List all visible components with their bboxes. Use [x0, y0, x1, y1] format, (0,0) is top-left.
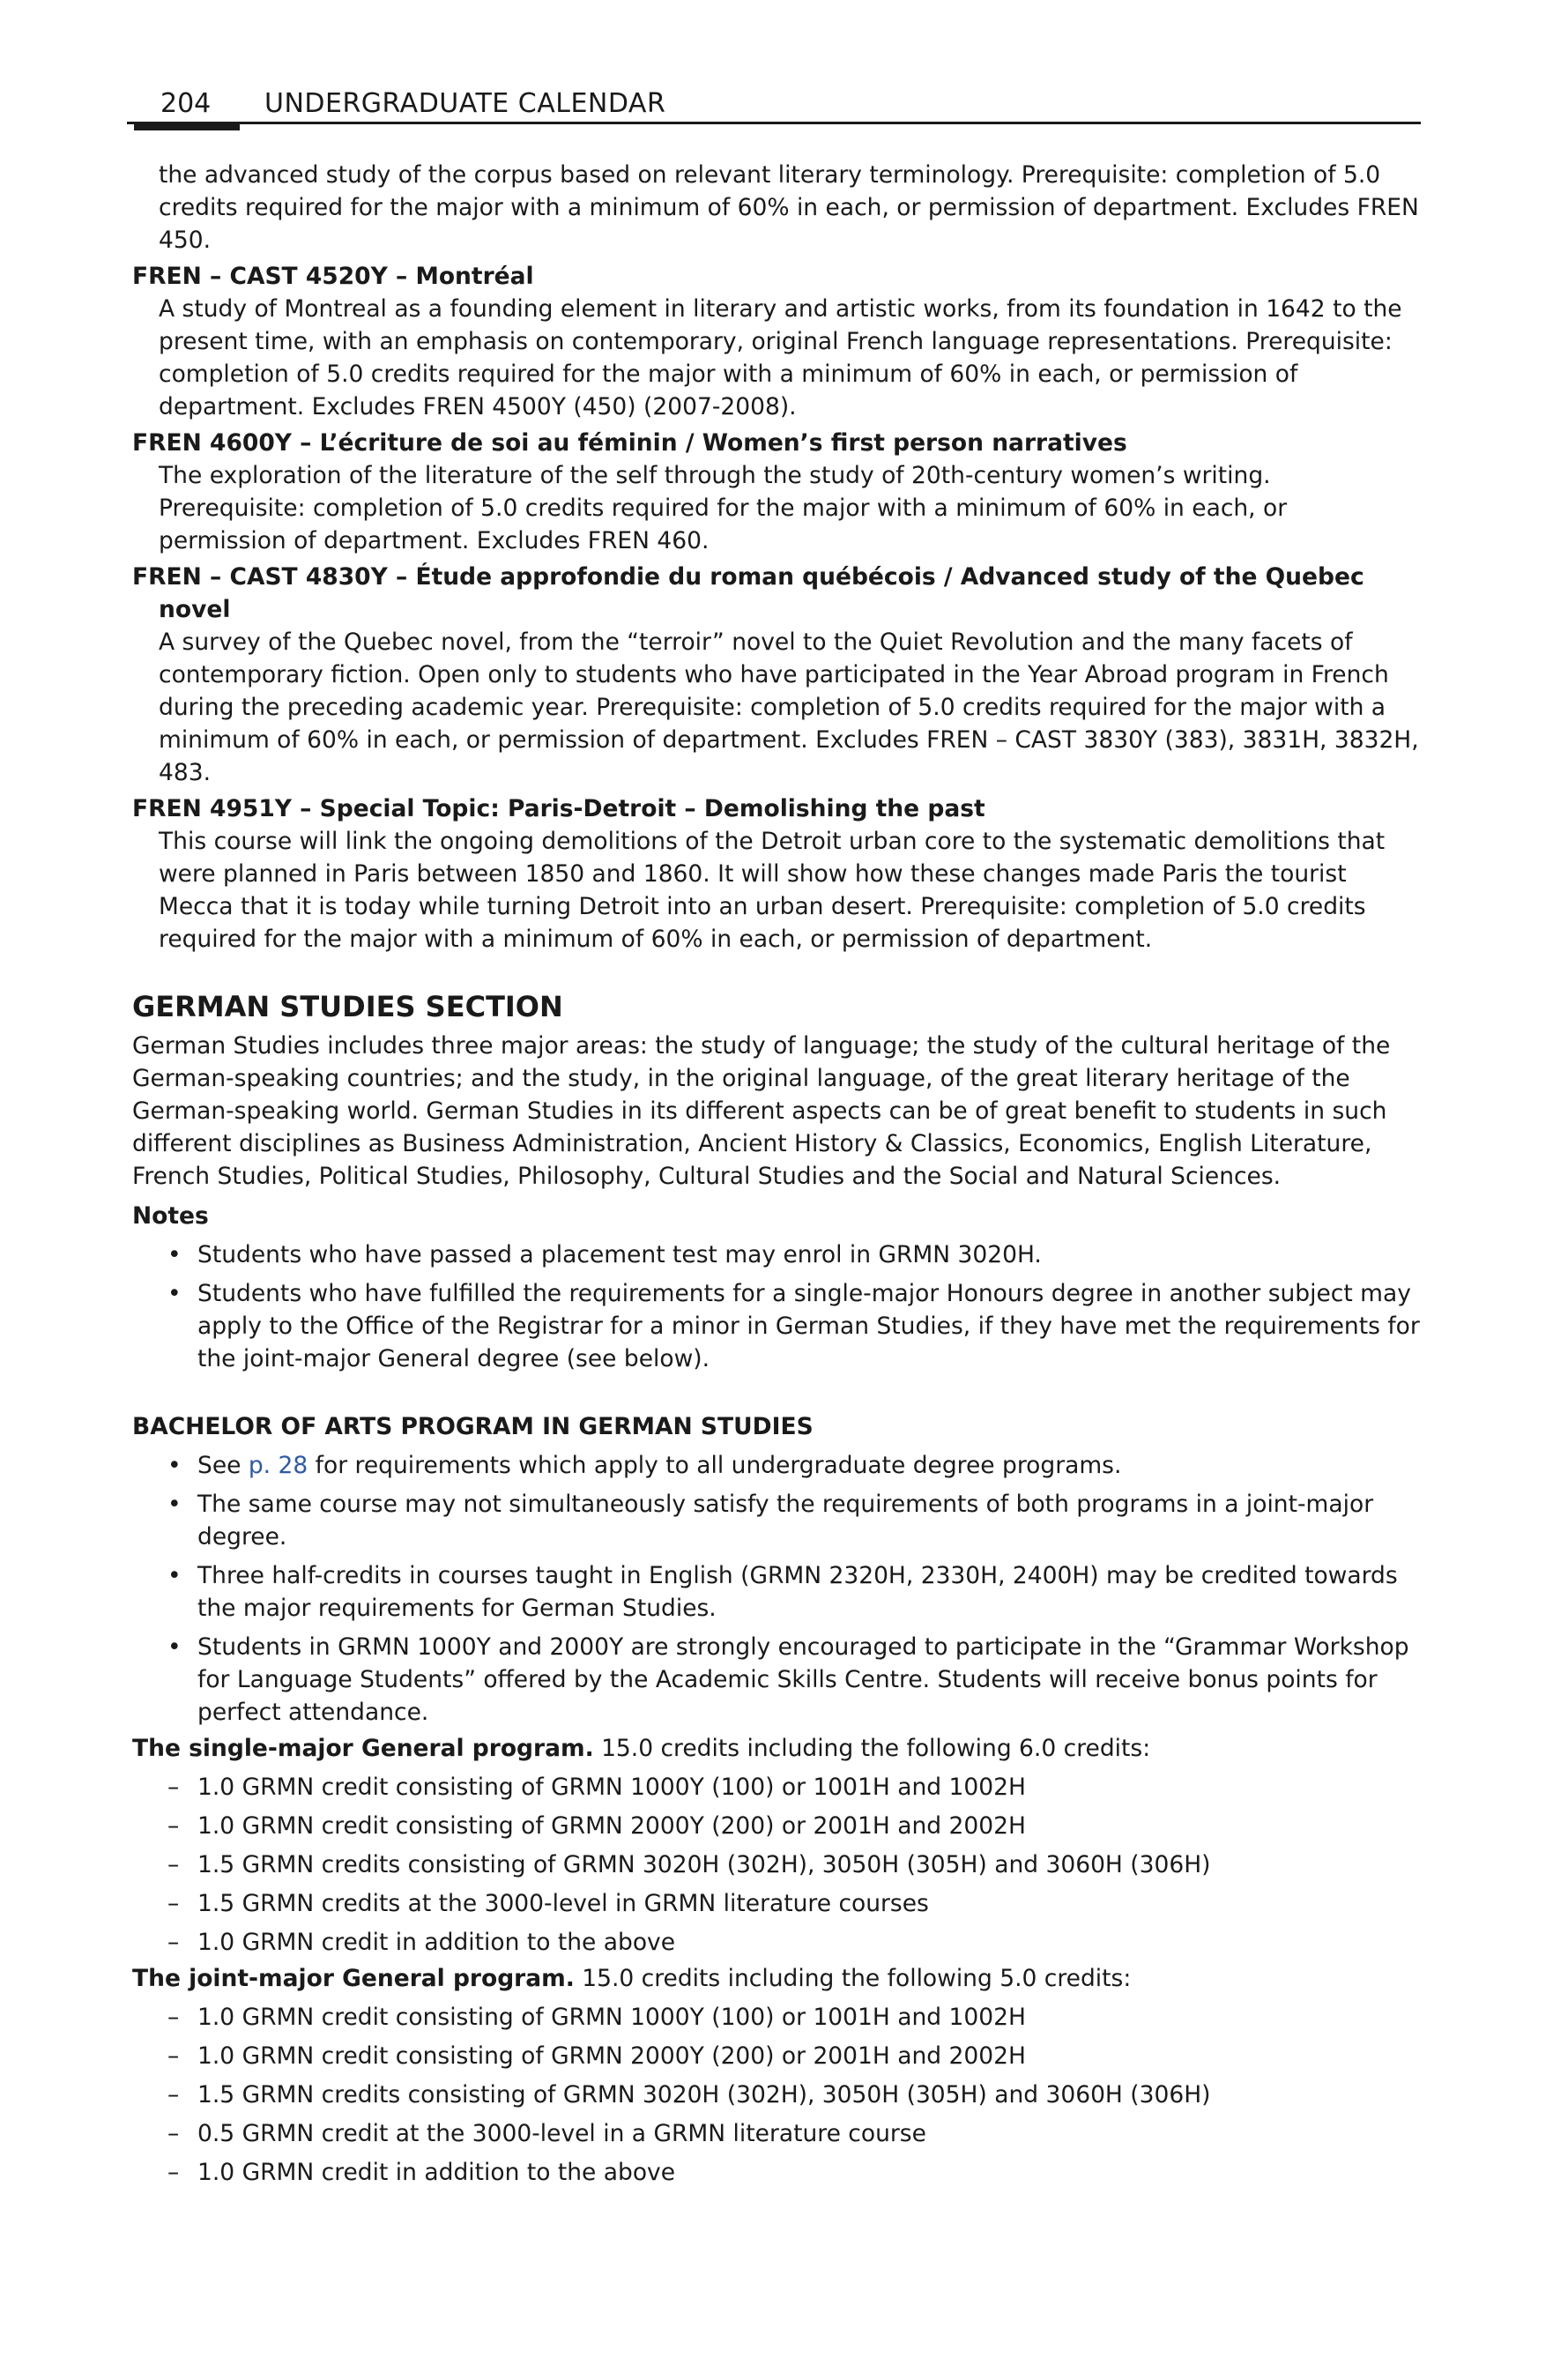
- list-item: [132, 1810, 1421, 1842]
- list-item: [132, 1771, 1421, 1804]
- requirement-text: 1.0 GRMN credit in addition to the above: [197, 2159, 676, 2186]
- dash-marker: –: [167, 1890, 180, 1917]
- header-tab-bar: [134, 122, 240, 130]
- section-heading: GERMAN STUDIES SECTION: [132, 990, 563, 1023]
- requirement-text: 1.5 GRMN credits consisting of GRMN 3020H (302H), 3050H (305H) and 3060H (306H): [197, 2081, 1211, 2109]
- program-requirement: [132, 1732, 1421, 1765]
- running-title: UNDERGRADUATE CALENDAR: [264, 88, 666, 119]
- requirement-text: 0.5 GRMN credit at the 3000-level in a GRMN literature course: [197, 2120, 926, 2147]
- list-item: [132, 1559, 1421, 1625]
- requirement-text: 1.0 GRMN credit consisting of GRMN 2000Y (200) or 2001H and 2002H: [197, 2042, 1026, 2070]
- program-text: 15.0 credits including the following 5.0 credits:: [574, 1965, 1132, 1992]
- list-item: [132, 2117, 1421, 2150]
- bullet-marker: •: [167, 1241, 182, 1268]
- page-header: [127, 83, 1421, 136]
- dash-marker: –: [167, 1812, 180, 1840]
- list-item: [132, 2079, 1421, 2111]
- list-item: [132, 2040, 1421, 2072]
- continued-description: the advanced study of the corpus based on relevant literary terminology. Prerequisite: completion of 5.0 credits required for the major with a minimum of 60% in each, or permission of department. Excludes FREN 450.: [159, 161, 1419, 254]
- note-text: Students who have fulfilled the requirements for a single-major Honours degree in another subject may apply to the Office of the Registrar for a minor in German Studies, if they have met the requirements for the joint-major General degree (see below).: [197, 1280, 1420, 1372]
- bullet-text: Three half-credits in courses taught in English (GRMN 2320H, 2330H, 2400H) may be credited towards the major requirements for German Studies.: [197, 1562, 1398, 1622]
- page-reference-link[interactable]: p. 28: [248, 1452, 308, 1479]
- requirement-text: 1.5 GRMN credits at the 3000-level in GRMN literature courses: [197, 1890, 929, 1917]
- requirement-text: 1.5 GRMN credits consisting of GRMN 3020H (302H), 3050H (305H) and 3060H (306H): [197, 1851, 1211, 1878]
- course-description: The exploration of the literature of the self through the study of 20th-century women’s writing. Prerequisite: completion of 5.0 credits required for the major with a minimum of 60% in each, or permission of department. Excludes FREN 460.: [159, 462, 1288, 554]
- dash-marker: –: [167, 1851, 180, 1878]
- list-item: [132, 1848, 1421, 1881]
- bullet-marker: •: [167, 1633, 182, 1661]
- bullet-marker: •: [167, 1491, 182, 1518]
- course-description: A study of Montreal as a founding element in literary and artistic works, from its foundation in 1642 to the present time, with an emphasis on contemporary, original French language representations. Prerequisite: completion of 5.0 credits required for the major with a minimum of 60% in each, or permission of department. Excludes FREN 4500Y (450) (2007-2008).: [159, 295, 1402, 420]
- course-title: FREN – CAST 4520Y – Montréal: [132, 263, 534, 290]
- list-item: [132, 1449, 1421, 1482]
- list-item: [132, 2156, 1421, 2189]
- list-item: [132, 1926, 1421, 1959]
- list-item: [132, 1277, 1421, 1375]
- course-title: FREN 4600Y – L’écriture de soi au féminin / Women’s first person narratives: [132, 429, 1127, 457]
- course-title: FREN – CAST 4830Y – Étude approfondie du roman québécois / Advanced study of the Quebec novel: [132, 563, 1364, 623]
- program-text: 15.0 credits including the following 6.0 credits:: [593, 1735, 1151, 1762]
- bullet-text: Students in GRMN 1000Y and 2000Y are strongly encouraged to participate in the “Grammar Workshop for Language Students” offered by the Academic Skills Centre. Students will receive bonus points for perfect attendance.: [197, 1633, 1409, 1726]
- list-item: [132, 2001, 1421, 2034]
- program-requirement: [132, 1962, 1421, 1995]
- list-item: [132, 1238, 1421, 1271]
- bullet-text: The same course may not simultaneously satisfy the requirements of both programs in a joint-major degree.: [197, 1491, 1374, 1551]
- bullet-marker: •: [167, 1280, 182, 1307]
- course-entry: [132, 561, 1421, 789]
- dash-marker: –: [167, 2042, 180, 2070]
- bullet-marker: •: [167, 1452, 182, 1479]
- dash-marker: –: [167, 1774, 180, 1801]
- page-number: 204: [160, 88, 212, 119]
- dash-marker: –: [167, 2120, 180, 2147]
- bullet-marker: •: [167, 1562, 182, 1589]
- note-text: Students who have passed a placement test may enrol in GRMN 3020H.: [197, 1241, 1042, 1268]
- course-entry: [132, 792, 1421, 956]
- course-description: This course will link the ongoing demolitions of the Detroit urban core to the systematic demolitions that were planned in Paris between 1850 and 1860. It will show how these changes made Paris the tourist Mecca that it is today while turning Detroit into an urban desert. Prerequisite: completion of 5.0 credits required for the major with a minimum of 60% in each, or permission of department.: [159, 828, 1386, 953]
- list-item: [132, 1488, 1421, 1553]
- requirement-text: 1.0 GRMN credit consisting of GRMN 1000Y (100) or 1001H and 1002H: [197, 1774, 1026, 1801]
- dash-marker: –: [167, 1929, 180, 1956]
- dash-marker: –: [167, 2159, 180, 2186]
- dash-marker: –: [167, 2004, 180, 2031]
- bullet-text-after: for requirements which apply to all undergraduate degree programs.: [308, 1452, 1122, 1479]
- course-entry: [132, 260, 1421, 423]
- list-item: [132, 1887, 1421, 1920]
- requirement-text: 1.0 GRMN credit in addition to the above: [197, 1929, 676, 1956]
- section-intro: German Studies includes three major areas: the study of language; the study of the cultural heritage of the German-speaking countries; and the study, in the original language, of the great literary heritage of the German-speaking world. German Studies in its different aspects can be of great benefit to students in such different disciplines as Business Administration, Ancient History & Classics, Economics, English Literature, French Studies, Political Studies, Philosophy, Cultural Studies and the Social and Natural Sciences.: [132, 1032, 1391, 1190]
- bullet-text-before: See: [197, 1452, 249, 1479]
- list-item: [132, 1631, 1421, 1729]
- course-entry: [132, 427, 1421, 557]
- requirement-text: 1.0 GRMN credit consisting of GRMN 2000Y (200) or 2001H and 2002H: [197, 1812, 1026, 1840]
- page-content: [132, 159, 1421, 2189]
- notes-label: Notes: [132, 1202, 209, 1230]
- course-title: FREN 4951Y – Special Topic: Paris-Detroit – Demolishing the past: [132, 795, 985, 822]
- header-rule: [127, 122, 1421, 124]
- program-heading: BACHELOR OF ARTS PROGRAM IN GERMAN STUDIES: [132, 1413, 814, 1440]
- requirement-text: 1.0 GRMN credit consisting of GRMN 1000Y (100) or 1001H and 1002H: [197, 2004, 1026, 2031]
- dash-marker: –: [167, 2081, 180, 2109]
- program-label: The single-major General program.: [132, 1735, 594, 1762]
- program-label: The joint-major General program.: [132, 1965, 575, 1992]
- course-description: A survey of the Quebec novel, from the “terroir” novel to the Quiet Revolution and the many facets of contemporary fiction. Open only to students who have participated in the Year Abroad program in French during the preceding academic year. Prerequisite: completion of 5.0 credits required for the major with a minimum of 60% in each, or permission of department. Excludes FREN – CAST 3830Y (383), 3831H, 3832H, 483.: [159, 628, 1419, 786]
